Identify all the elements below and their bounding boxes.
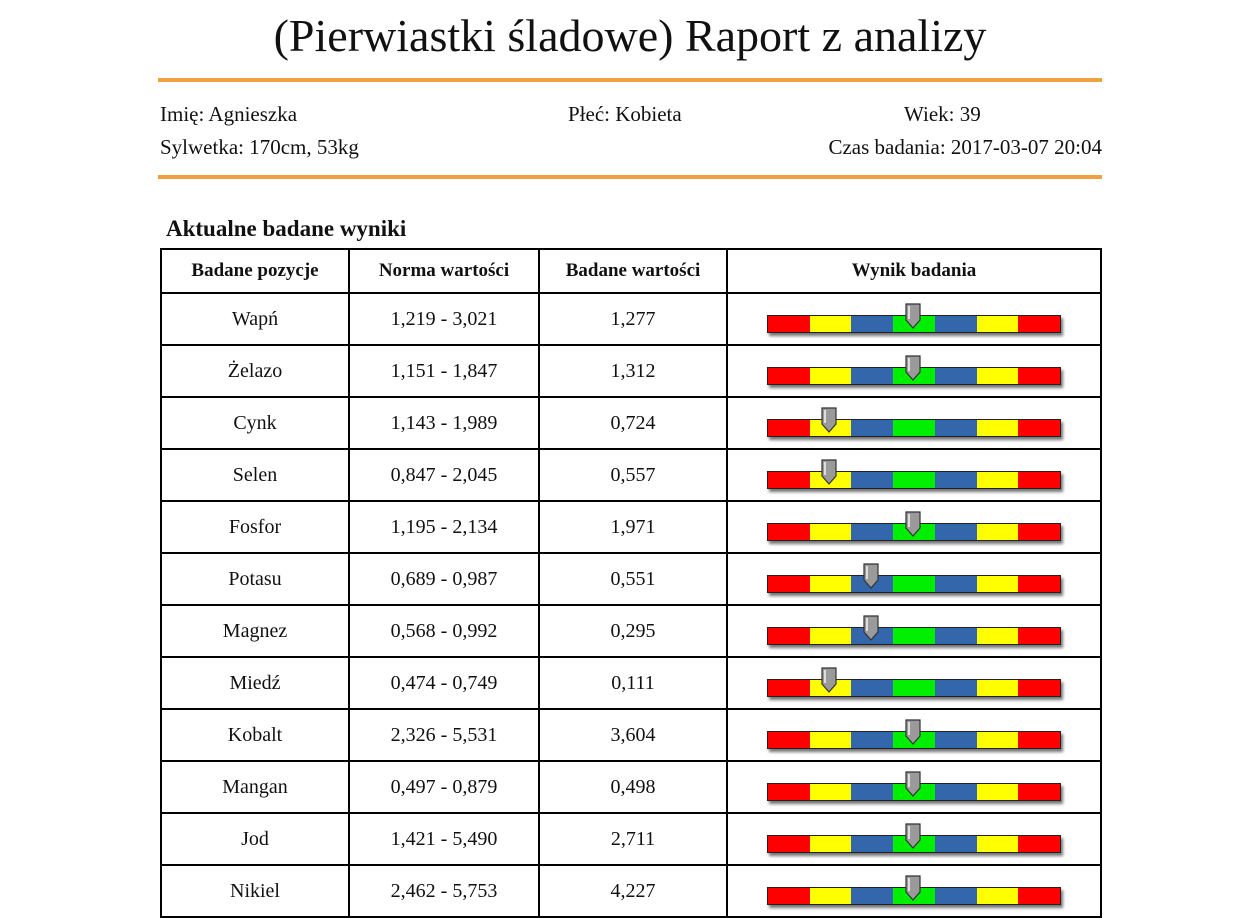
table-row (161, 345, 1101, 397)
results-table (160, 248, 1102, 918)
result-cell (727, 449, 1101, 501)
pointer-arrow-icon (905, 719, 921, 745)
norm-range: 1,421 - 5,490 (349, 813, 539, 865)
gauge-segment (1018, 576, 1060, 592)
gauge-segment (810, 836, 852, 852)
table-header-row (161, 249, 1101, 293)
measured-value: 1,971 (539, 501, 727, 553)
norm-range: 1,195 - 2,134 (349, 501, 539, 553)
result-cell (727, 293, 1101, 345)
gauge-segment (935, 420, 977, 436)
gauge-bar (767, 419, 1061, 437)
gauge-segment (851, 836, 893, 852)
pointer-arrow-icon (821, 667, 837, 693)
norm-range: 0,497 - 0,879 (349, 761, 539, 813)
norm-range: 1,219 - 3,021 (349, 293, 539, 345)
gauge-segment (977, 316, 1019, 332)
measured-value: 0,724 (539, 397, 727, 449)
result-gauge (767, 511, 1061, 543)
norm-range: 0,568 - 0,992 (349, 605, 539, 657)
result-gauge (767, 563, 1061, 595)
element-name: Potasu (161, 553, 349, 605)
element-name: Jod (161, 813, 349, 865)
patient-figure: Sylwetka: 170cm, 53kg (160, 135, 359, 159)
result-cell (727, 345, 1101, 397)
gauge-segment (810, 316, 852, 332)
gauge-segment (1018, 732, 1060, 748)
result-gauge (767, 823, 1061, 855)
result-gauge (767, 719, 1061, 751)
gauge-segment (851, 680, 893, 696)
gauge-segment (1018, 628, 1060, 644)
gauge-segment (851, 888, 893, 904)
result-gauge (767, 355, 1061, 387)
result-cell (727, 657, 1101, 709)
gauge-segment (893, 680, 935, 696)
gauge-segment (810, 368, 852, 384)
gauge-segment (977, 628, 1019, 644)
result-cell (727, 501, 1101, 553)
element-name: Miedź (161, 657, 349, 709)
gauge-segment (768, 732, 810, 748)
gauge-segment (977, 836, 1019, 852)
gauge-segment (810, 524, 852, 540)
table-row (161, 657, 1101, 709)
result-gauge (767, 459, 1061, 491)
table-row (161, 813, 1101, 865)
gauge-bar (767, 471, 1061, 489)
pointer-arrow-icon (905, 511, 921, 537)
measured-value: 0,557 (539, 449, 727, 501)
measured-value: 1,312 (539, 345, 727, 397)
table-row (161, 397, 1101, 449)
pointer-arrow-icon (905, 771, 921, 797)
report-title: (Pierwiastki śladowe) Raport z analizy (273, 10, 987, 61)
gauge-segment (1018, 524, 1060, 540)
table-row (161, 865, 1101, 917)
gauge-segment (1018, 368, 1060, 384)
table-row (161, 501, 1101, 553)
result-gauge (767, 875, 1061, 907)
gauge-segment (893, 576, 935, 592)
gauge-segment (977, 576, 1019, 592)
element-name: Wapń (161, 293, 349, 345)
table-row (161, 605, 1101, 657)
pointer-arrow-icon (905, 823, 921, 849)
table-row (161, 553, 1101, 605)
gauge-segment (768, 524, 810, 540)
gauge-segment (977, 524, 1019, 540)
norm-range: 0,847 - 2,045 (349, 449, 539, 501)
gauge-segment (768, 316, 810, 332)
table-row (161, 709, 1101, 761)
result-cell (727, 553, 1101, 605)
result-cell (727, 865, 1101, 917)
result-gauge (767, 667, 1061, 699)
measured-value: 0,498 (539, 761, 727, 813)
pointer-arrow-icon (905, 355, 921, 381)
gauge-segment (851, 732, 893, 748)
exam-time: Czas badania: 2017-03-07 20:04 (828, 135, 1102, 159)
bottom-divider (158, 175, 1102, 179)
gauge-segment (851, 368, 893, 384)
gauge-segment (768, 784, 810, 800)
gauge-segment (893, 628, 935, 644)
gauge-segment (1018, 420, 1060, 436)
result-cell (727, 397, 1101, 449)
measured-value: 2,711 (539, 813, 727, 865)
gauge-segment (768, 368, 810, 384)
element-name: Magnez (161, 605, 349, 657)
result-gauge (767, 615, 1061, 647)
gauge-segment (851, 784, 893, 800)
gauge-segment (768, 888, 810, 904)
table-row (161, 293, 1101, 345)
gauge-segment (893, 472, 935, 488)
element-name: Fosfor (161, 501, 349, 553)
gauge-segment (977, 420, 1019, 436)
gauge-segment (893, 420, 935, 436)
gauge-segment (810, 784, 852, 800)
result-cell (727, 813, 1101, 865)
gauge-segment (1018, 836, 1060, 852)
header-norm: Norma wartości (349, 249, 539, 293)
result-cell (727, 761, 1101, 813)
gauge-segment (935, 784, 977, 800)
norm-range: 0,689 - 0,987 (349, 553, 539, 605)
gauge-segment (1018, 472, 1060, 488)
gauge-segment (977, 888, 1019, 904)
gauge-segment (1018, 680, 1060, 696)
gauge-segment (977, 368, 1019, 384)
element-name: Żelazo (161, 345, 349, 397)
gauge-segment (977, 472, 1019, 488)
header-position: Badane pozycje (161, 249, 349, 293)
pointer-arrow-icon (863, 615, 879, 641)
gauge-segment (768, 628, 810, 644)
gauge-segment (851, 472, 893, 488)
element-name: Mangan (161, 761, 349, 813)
patient-age: Wiek: 39 (904, 102, 981, 126)
gauge-segment (935, 524, 977, 540)
gauge-segment (851, 316, 893, 332)
gauge-segment (935, 628, 977, 644)
gauge-segment (851, 524, 893, 540)
measured-value: 0,111 (539, 657, 727, 709)
table-row (161, 449, 1101, 501)
pointer-arrow-icon (905, 303, 921, 329)
gauge-segment (768, 836, 810, 852)
result-gauge (767, 407, 1061, 439)
result-gauge (767, 771, 1061, 803)
gauge-segment (977, 784, 1019, 800)
gauge-segment (810, 576, 852, 592)
section-title: Aktualne badane wyniki (166, 216, 407, 241)
norm-range: 2,462 - 5,753 (349, 865, 539, 917)
gauge-segment (935, 680, 977, 696)
gauge-bar (767, 627, 1061, 645)
gauge-segment (935, 472, 977, 488)
measured-value: 4,227 (539, 865, 727, 917)
gauge-segment (935, 836, 977, 852)
gauge-segment (768, 472, 810, 488)
result-cell (727, 709, 1101, 761)
gauge-segment (810, 888, 852, 904)
gauge-segment (977, 732, 1019, 748)
gauge-bar (767, 575, 1061, 593)
gauge-segment (851, 420, 893, 436)
gauge-segment (1018, 316, 1060, 332)
result-cell (727, 605, 1101, 657)
gauge-segment (935, 368, 977, 384)
measured-value: 0,295 (539, 605, 727, 657)
gauge-segment (935, 316, 977, 332)
gauge-segment (768, 420, 810, 436)
table-row (161, 761, 1101, 813)
gauge-segment (935, 576, 977, 592)
gauge-segment (935, 732, 977, 748)
gauge-bar (767, 679, 1061, 697)
element-name: Cynk (161, 397, 349, 449)
norm-range: 1,151 - 1,847 (349, 345, 539, 397)
gauge-segment (935, 888, 977, 904)
gauge-segment (768, 680, 810, 696)
gauge-segment (1018, 888, 1060, 904)
measured-value: 0,551 (539, 553, 727, 605)
pointer-arrow-icon (863, 563, 879, 589)
norm-range: 1,143 - 1,989 (349, 397, 539, 449)
pointer-arrow-icon (821, 459, 837, 485)
measured-value: 3,604 (539, 709, 727, 761)
patient-name: Imię: Agnieszka (160, 102, 298, 126)
gauge-segment (768, 576, 810, 592)
gauge-segment (810, 628, 852, 644)
pointer-arrow-icon (905, 875, 921, 901)
norm-range: 0,474 - 0,749 (349, 657, 539, 709)
result-gauge (767, 303, 1061, 335)
gauge-segment (810, 732, 852, 748)
gauge-segment (977, 680, 1019, 696)
element-name: Nikiel (161, 865, 349, 917)
patient-gender: Płeć: Kobieta (568, 102, 682, 126)
top-divider (158, 78, 1102, 82)
measured-value: 1,277 (539, 293, 727, 345)
norm-range: 2,326 - 5,531 (349, 709, 539, 761)
element-name: Selen (161, 449, 349, 501)
pointer-arrow-icon (821, 407, 837, 433)
gauge-segment (1018, 784, 1060, 800)
header-result: Wynik badania (727, 249, 1101, 293)
element-name: Kobalt (161, 709, 349, 761)
header-value: Badane wartości (539, 249, 727, 293)
